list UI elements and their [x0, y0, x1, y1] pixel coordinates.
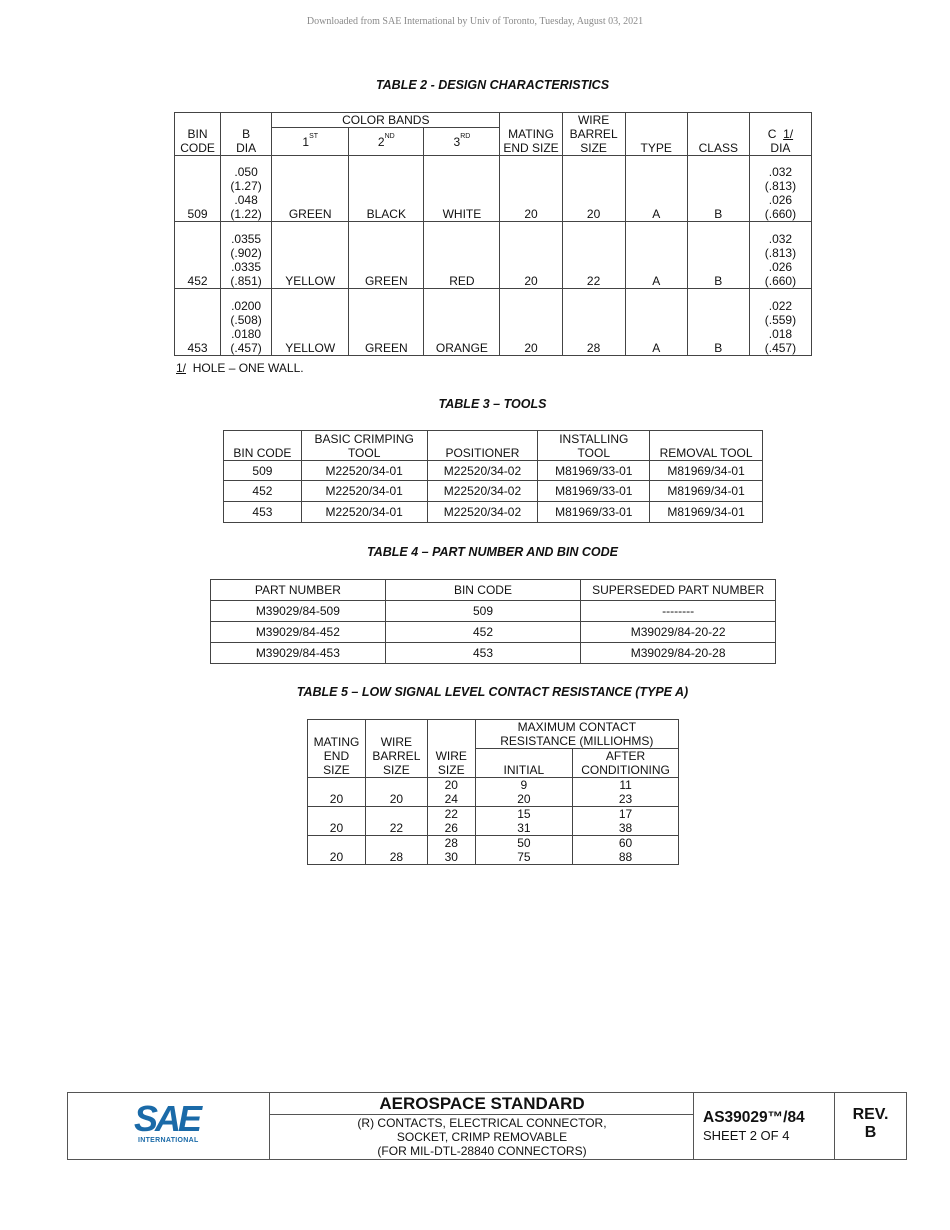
header-part-number: PART NUMBER [211, 580, 386, 601]
type-cell: A [625, 156, 687, 222]
barrel-cell: 20 [562, 156, 625, 222]
table-row [308, 807, 679, 836]
class-cell: B [687, 289, 749, 356]
bin-code-cell: 452 [385, 622, 581, 643]
bin-code-cell: 452 [224, 481, 302, 502]
class-cell: B [687, 222, 749, 289]
table2-caption: TABLE 2 - DESIGN CHARACTERISTICS [375, 78, 610, 92]
sae-logo [68, 1093, 269, 1159]
table-row [211, 643, 776, 664]
standard-subtitle: (R) CONTACTS, ELECTRICAL CONNECTOR, SOCKET, CRIMP REMOVABLE (FOR MIL-DTL-28840 CONNECTORS) [357, 1116, 607, 1158]
band-1-cell: GREEN [272, 156, 349, 222]
crimping-tool-cell: M22520/34-01 [301, 461, 427, 481]
header-bin-code: BIN CODE [175, 113, 221, 156]
header-initial: INITIAL [475, 749, 572, 778]
table-row [224, 502, 763, 523]
table-row [175, 156, 812, 222]
bin-code-cell: 509 [385, 601, 581, 622]
wire-size-cell: 28 30 [427, 836, 475, 865]
after-conditioning-cell: 11 23 [573, 778, 679, 807]
tools-table [223, 430, 763, 523]
type-cell: A [625, 289, 687, 356]
mating-cell: 20 [308, 807, 366, 836]
header-band-2: 2ND [349, 128, 424, 156]
bin-code-cell: 453 [175, 289, 221, 356]
barrel-cell: 22 [562, 222, 625, 289]
wire-size-cell: 22 26 [427, 807, 475, 836]
title-cell [269, 1093, 694, 1159]
header-mating-end-size: MATING END SIZE [500, 113, 562, 156]
bin-code-cell: 453 [224, 502, 302, 523]
header-wire-barrel-size: WIRE BARREL SIZE [562, 113, 625, 156]
after-conditioning-cell: 17 38 [573, 807, 679, 836]
installing-tool-cell: M81969/33-01 [538, 502, 650, 523]
superseded-cell: M39029/84-20-28 [581, 643, 776, 664]
revision-value: B [864, 1124, 877, 1141]
positioner-cell: M22520/34-02 [427, 502, 538, 523]
mating-cell: 20 [500, 156, 562, 222]
header-wire-barrel-size: WIRE BARREL SIZE [365, 720, 427, 778]
removal-tool-cell: M81969/34-01 [650, 502, 763, 523]
revision-cell [834, 1093, 906, 1159]
header-max-contact-resistance: MAXIMUM CONTACT RESISTANCE (MILLIOHMS) [475, 720, 678, 749]
header-wire-size: WIRE SIZE [427, 720, 475, 778]
type-cell: A [625, 222, 687, 289]
table-row [175, 289, 812, 356]
installing-tool-cell: M81969/33-01 [538, 481, 650, 502]
mating-cell: 20 [308, 778, 366, 807]
crimping-tool-cell: M22520/34-01 [301, 502, 427, 523]
positioner-cell: M22520/34-02 [427, 461, 538, 481]
b-dia-cell: .0200 (.508) .0180 (.457) [221, 289, 272, 356]
header-bin-code: BIN CODE [224, 431, 302, 461]
bin-code-cell: 453 [385, 643, 581, 664]
header-removal-tool: REMOVAL TOOL [650, 431, 763, 461]
header-bin-code: BIN CODE [385, 580, 581, 601]
table-row [211, 601, 776, 622]
b-dia-cell: .050 (1.27) .048 (1.22) [221, 156, 272, 222]
initial-cell: 15 31 [475, 807, 572, 836]
removal-tool-cell: M81969/34-01 [650, 481, 763, 502]
barrel-cell: 28 [562, 289, 625, 356]
sae-logo-subtext: INTERNATIONAL [138, 1137, 199, 1144]
header-color-bands: COLOR BANDS [272, 113, 500, 128]
sheet-number: SHEET 2 OF 4 [703, 1128, 790, 1143]
header-mating-end-size: MATING END SIZE [308, 720, 366, 778]
positioner-cell: M22520/34-02 [427, 481, 538, 502]
table-row [224, 461, 763, 481]
header-after-conditioning: AFTER CONDITIONING [573, 749, 679, 778]
initial-cell: 9 20 [475, 778, 572, 807]
standard-title: AEROSPACE STANDARD [270, 1093, 694, 1115]
mating-cell: 20 [500, 222, 562, 289]
superseded-cell: M39029/84-20-22 [581, 622, 776, 643]
header-band-3: 3RD [424, 128, 500, 156]
bin-code-cell: 452 [175, 222, 221, 289]
bin-code-cell: 509 [175, 156, 221, 222]
contact-resistance-table [307, 719, 679, 865]
part-number-cell: M39029/84-453 [211, 643, 386, 664]
header-positioner: POSITIONER [427, 431, 538, 461]
bin-code-cell: 509 [224, 461, 302, 481]
table4-caption: TABLE 4 – PART NUMBER AND BIN CODE [367, 545, 618, 559]
c-dia-cell: .032 (.813) .026 (.660) [749, 156, 811, 222]
table-row [175, 222, 812, 289]
revision-label: REV. [852, 1106, 889, 1123]
footnote-text: HOLE – ONE WALL. [192, 361, 304, 375]
after-conditioning-cell: 60 88 [573, 836, 679, 865]
mating-cell: 20 [500, 289, 562, 356]
header-superseded: SUPERSEDED PART NUMBER [581, 580, 776, 601]
header-crimping-tool: BASIC CRIMPING TOOL [301, 431, 427, 461]
doc-number-cell [693, 1093, 835, 1159]
b-dia-cell: .0355 (.902) .0335 (.851) [221, 222, 272, 289]
table-row [308, 836, 679, 865]
c-dia-cell: .032 (.813) .026 (.660) [749, 222, 811, 289]
band-2-cell: GREEN [349, 222, 424, 289]
barrel-cell: 22 [365, 807, 427, 836]
c-dia-cell: .022 (.559) .018 (.457) [749, 289, 811, 356]
band-3-cell: ORANGE [424, 289, 500, 356]
crimping-tool-cell: M22520/34-01 [301, 481, 427, 502]
band-3-cell: RED [424, 222, 500, 289]
footnote-mark: 1/ [176, 361, 187, 375]
installing-tool-cell: M81969/33-01 [538, 461, 650, 481]
header-installing-tool: INSTALLING TOOL [538, 431, 650, 461]
part-number-cell: M39029/84-452 [211, 622, 386, 643]
superseded-cell: -------- [581, 601, 776, 622]
header-type: TYPE [625, 113, 687, 156]
design-characteristics-table [174, 112, 812, 356]
header-b-dia: B DIA [221, 113, 272, 156]
table-row [224, 481, 763, 502]
barrel-cell: 28 [365, 836, 427, 865]
title-block [67, 1092, 907, 1160]
header-c-dia: C 1/ DIA [749, 113, 811, 156]
wire-size-cell: 20 24 [427, 778, 475, 807]
table2-footnote [176, 361, 304, 375]
header-band-1: 1ST [272, 128, 349, 156]
part-number-table [210, 579, 776, 664]
table5-caption: TABLE 5 – LOW SIGNAL LEVEL CONTACT RESISTANCE (TYPE A) [296, 685, 689, 699]
band-2-cell: GREEN [349, 289, 424, 356]
table3-caption: TABLE 3 – TOOLS [438, 397, 547, 411]
sae-logo-mark: SAE [134, 1098, 200, 1139]
header-class: CLASS [687, 113, 749, 156]
band-3-cell: WHITE [424, 156, 500, 222]
initial-cell: 50 75 [475, 836, 572, 865]
download-watermark: Downloaded from SAE International by Univ of Toronto, Tuesday, August 03, 2021 [306, 16, 644, 27]
table-row [308, 778, 679, 807]
band-1-cell: YELLOW [272, 222, 349, 289]
mating-cell: 20 [308, 836, 366, 865]
table-row [211, 622, 776, 643]
doc-number: AS39029™/84 [703, 1109, 805, 1126]
removal-tool-cell: M81969/34-01 [650, 461, 763, 481]
barrel-cell: 20 [365, 778, 427, 807]
part-number-cell: M39029/84-509 [211, 601, 386, 622]
band-2-cell: BLACK [349, 156, 424, 222]
class-cell: B [687, 156, 749, 222]
band-1-cell: YELLOW [272, 289, 349, 356]
